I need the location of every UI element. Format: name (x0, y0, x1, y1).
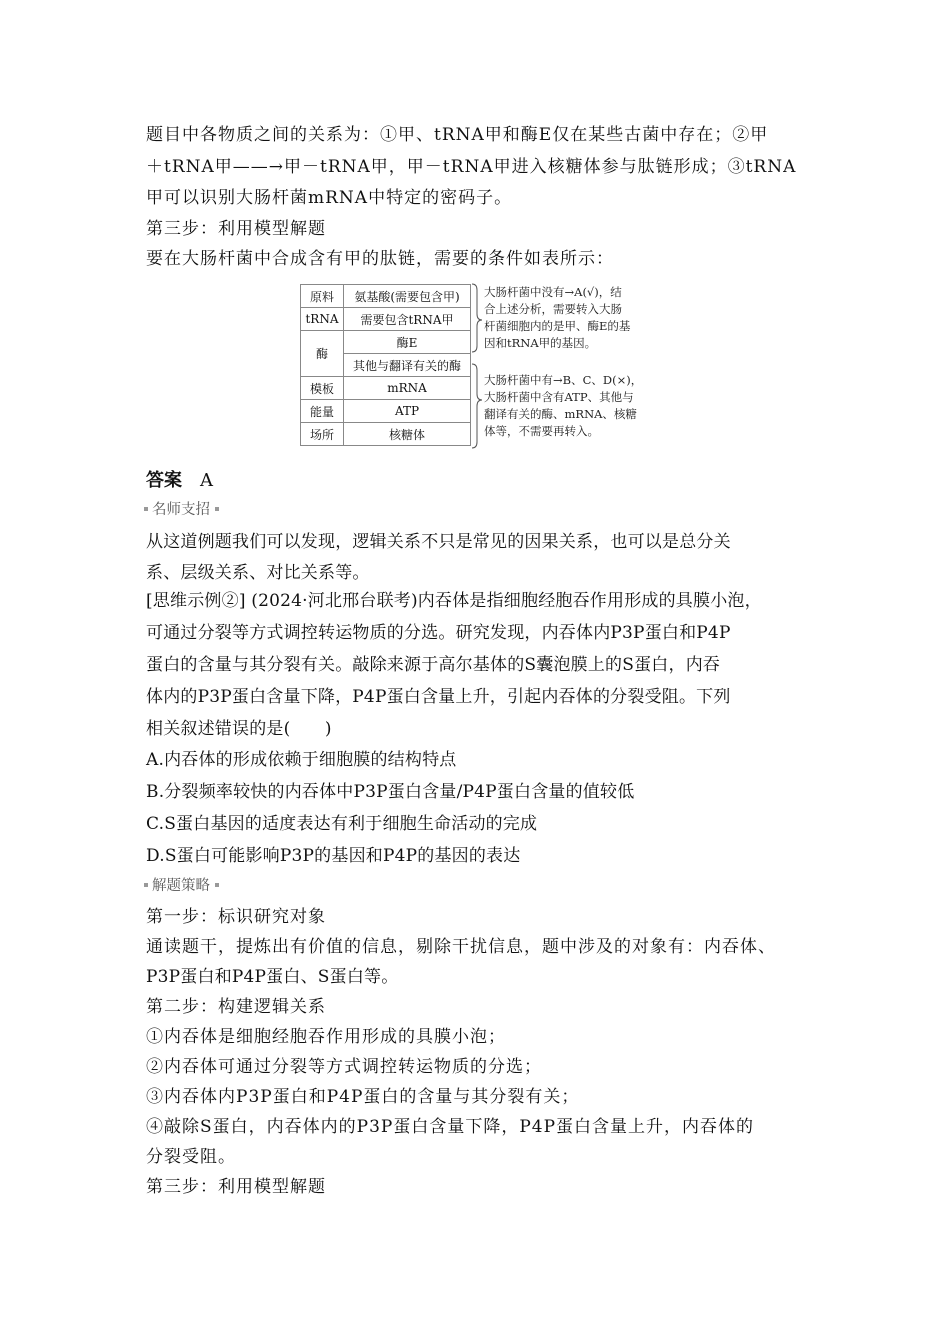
table-cell-value: 氨基酸(需要包含甲) (344, 285, 471, 308)
tips-label-text: 名师支招 (152, 502, 210, 518)
note-top: 大肠杆菌中没有→A(√)，结 合上述分析，需要转入大肠 杆菌细胞内的是甲、酶E的基 因和tRNA甲的基因。 (484, 285, 631, 350)
option-b: B.分裂频率较快的内吞体中P3P蛋白含量/P4P蛋白含量的值较低 (146, 782, 635, 802)
table-cell-value: mRNA (344, 377, 471, 400)
strategy-line: P3P蛋白和P4P蛋白、S蛋白等。 (146, 967, 399, 987)
table-cell-label: 模板 (301, 377, 344, 400)
table-cell-value: 核糖体 (344, 423, 471, 446)
table-row (301, 400, 471, 423)
conditions-table (300, 284, 471, 446)
answer-value: A (200, 470, 213, 491)
tips-line-1: 从这道例题我们可以发现，逻辑关系不只是常见的因果关系，也可以是总分关 (146, 532, 731, 552)
table-cell-value: 其他与翻译有关的酶 (344, 354, 471, 377)
strategy-line: 第三步：利用模型解题 (146, 1177, 326, 1197)
strategy-label (144, 876, 219, 896)
question-line-4: 体内的P3P蛋白含量下降，P4P蛋白含量上升，引起内吞体的分裂受阻。下列 (146, 687, 731, 707)
square-icon (215, 507, 219, 511)
question-line-2: 可通过分裂等方式调控转运物质的分选。研究发现，内吞体内P3P蛋白和P4P (146, 623, 731, 643)
square-icon (144, 507, 148, 511)
strategy-line: ③内吞体内P3P蛋白和P4P蛋白的含量与其分裂有关； (146, 1087, 580, 1107)
square-icon (144, 883, 148, 887)
table-row (301, 308, 471, 331)
strategy-line: ④敲除S蛋白，内吞体内的P3P蛋白含量下降，P4P蛋白含量上升，内吞体的 (146, 1117, 755, 1137)
strategy-line: 分裂受阻。 (146, 1147, 236, 1167)
strategy-line: ①内吞体是细胞经胞吞作用形成的具膜小泡； (146, 1027, 506, 1047)
strategy-line: 第一步：标识研究对象 (146, 907, 326, 927)
question-line-3: 蛋白的含量与其分裂有关。敲除来源于高尔基体的S囊泡膜上的S蛋白，内吞 (146, 655, 721, 675)
table-cell-value: ATP (344, 400, 471, 423)
strategy-line: ②内吞体可通过分裂等方式调控转运物质的分选； (146, 1057, 542, 1077)
tips-label (144, 500, 219, 520)
table-row (301, 285, 471, 308)
step3-title: 第三步：利用模型解题 (146, 219, 326, 239)
table-cell-label: tRNA (301, 308, 344, 331)
question-line-5: 相关叙述错误的是( ) (146, 719, 332, 739)
table-cell-value: 酶E (344, 331, 471, 354)
intro-line-3: 甲可以识别大肠杆菌mRNA中特定的密码子。 (146, 188, 513, 208)
table-cell-value: 需要包含tRNA甲 (344, 308, 471, 331)
table-row (301, 331, 471, 354)
note-bottom: 大肠杆菌中有→B、C、D(×)， 大肠杆菌中含有ATP、其他与 翻译有关的酶、mRNA、核糖 体等，不需要再转入。 (484, 373, 643, 438)
step3-text: 要在大肠杆菌中合成含有甲的肽链，需要的条件如表所示： (146, 249, 614, 269)
answer-label: 答案 (146, 470, 182, 491)
table-cell-label: 酶 (301, 331, 344, 377)
strategy-label-text: 解题策略 (152, 878, 210, 894)
option-c: C.S蛋白基因的适度表达有利于细胞生命活动的完成 (146, 814, 538, 834)
table-cell-label: 场所 (301, 423, 344, 446)
intro-line-1: 题目中各物质之间的关系为：①甲、tRNA甲和酶E仅在某些古菌中存在；②甲 (146, 125, 769, 145)
table-cell-label: 能量 (301, 400, 344, 423)
strategy-line: 通读题干，提炼出有价值的信息，剔除干扰信息，题中涉及的对象有：内吞体、 (146, 937, 776, 957)
answer (146, 466, 213, 492)
table-cell-label: 原料 (301, 285, 344, 308)
option-a: A.内吞体的形成依赖于细胞膜的结构特点 (146, 750, 457, 770)
table-row (301, 377, 471, 400)
square-icon (215, 883, 219, 887)
intro-line-2: ＋tRNA甲——→甲－tRNA甲，甲－tRNA甲进入核糖体参与肽链形成；③tRNA (146, 157, 797, 177)
strategy-line: 第二步：构建逻辑关系 (146, 997, 326, 1017)
question-line-1: [思维示例②] (2024·河北邢台联考)内吞体是指细胞经胞吞作用形成的具膜小泡， (146, 591, 762, 611)
tips-line-2: 系、层级关系、对比关系等。 (146, 563, 370, 583)
table-row (301, 423, 471, 446)
option-d: D.S蛋白可能影响P3P的基因和P4P的基因的表达 (146, 846, 521, 866)
